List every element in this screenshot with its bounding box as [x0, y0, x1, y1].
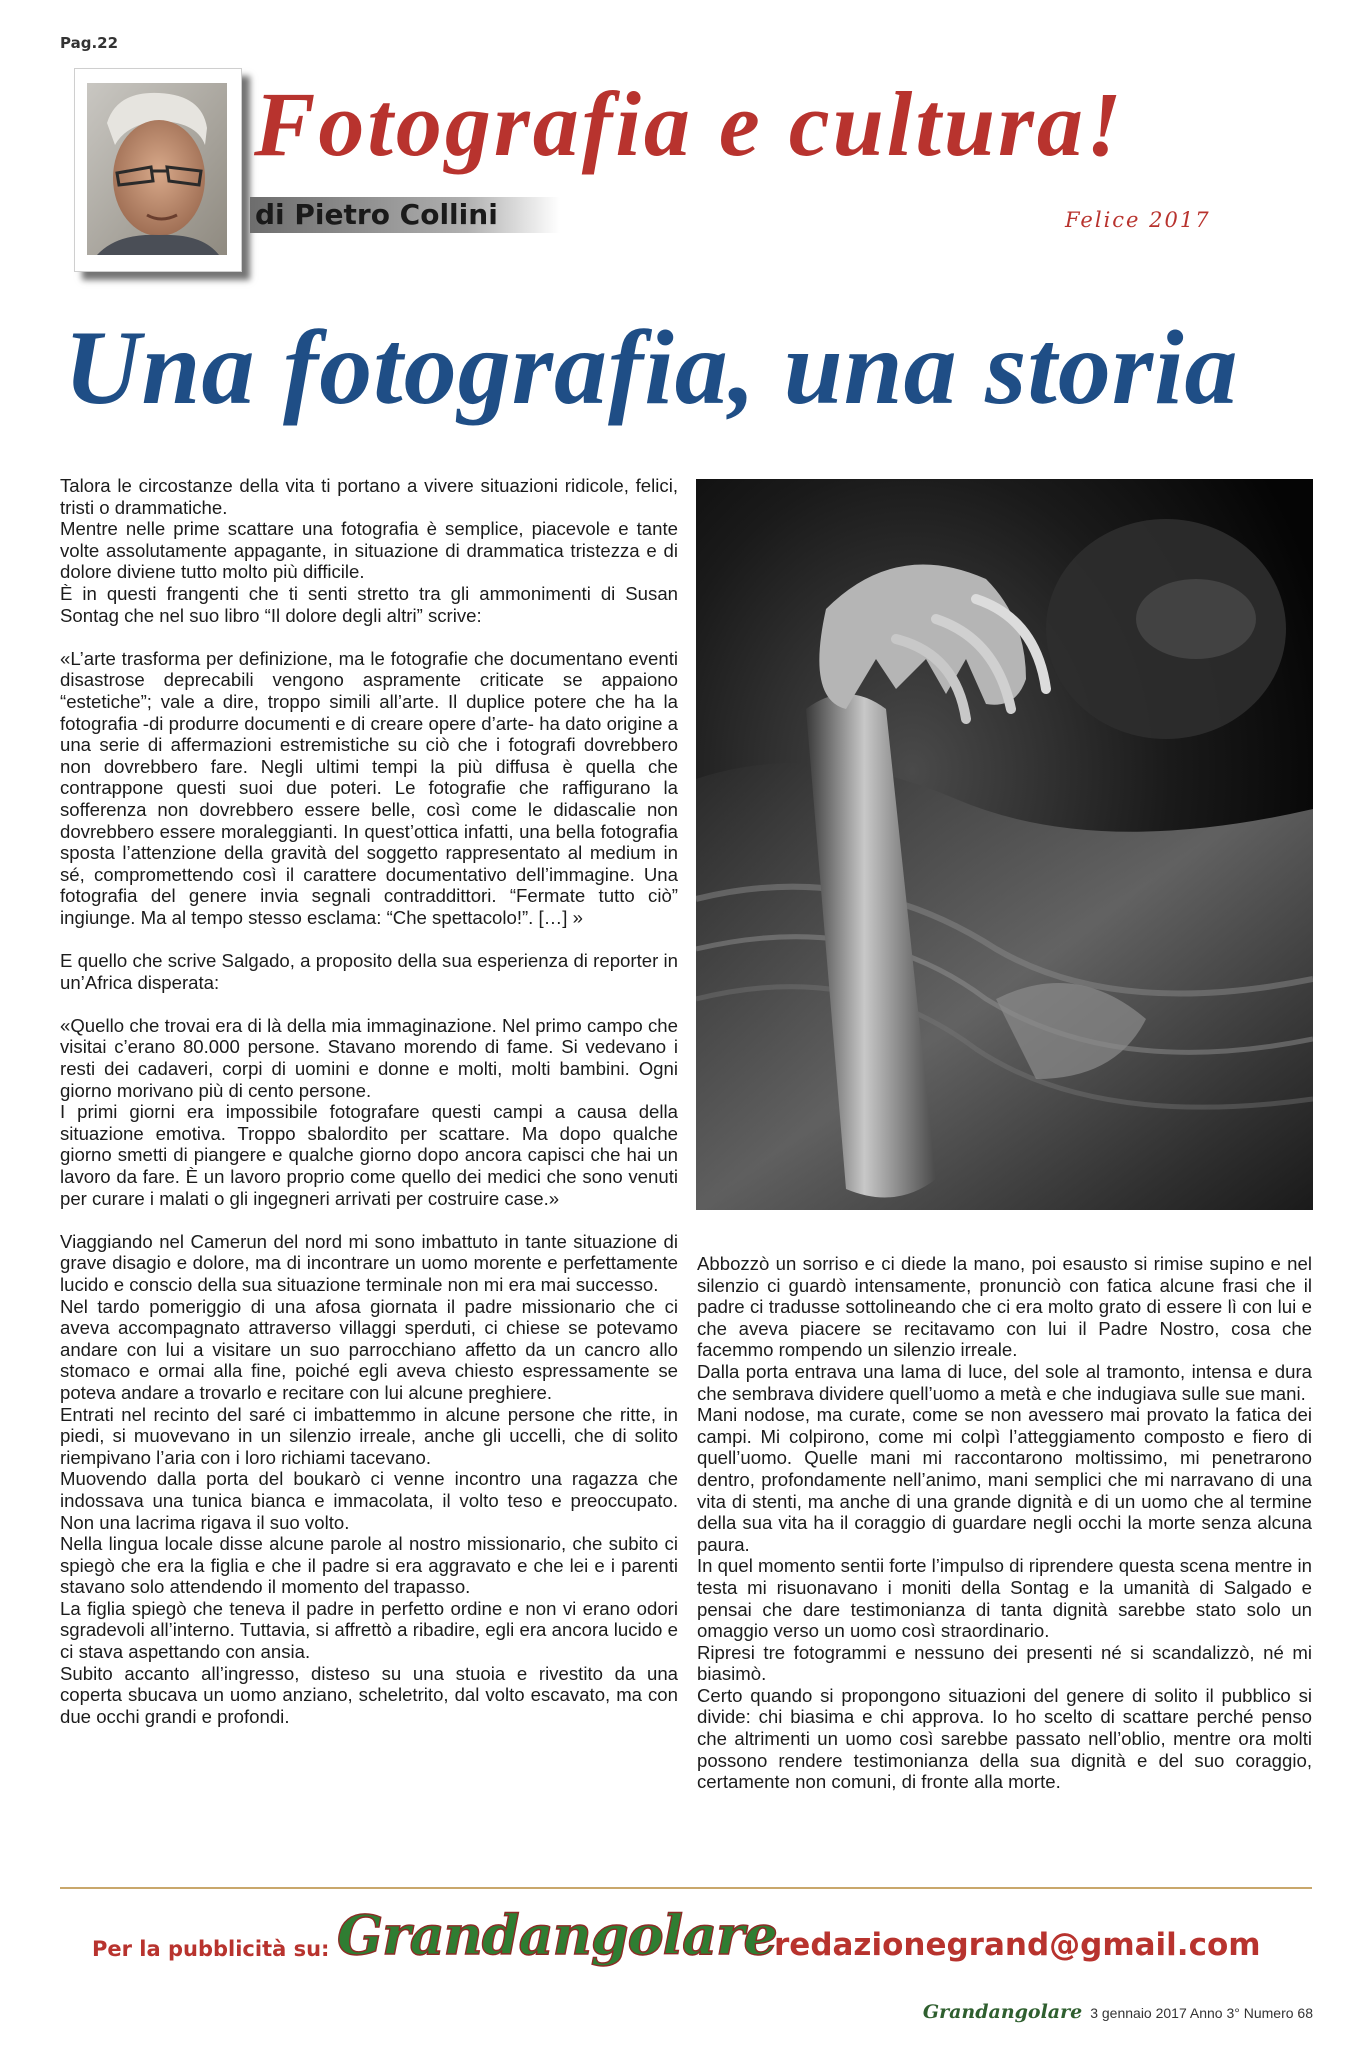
- article-paragraph: I primi giorni era impossibile fotografare questi campi a causa della situazione emotiva. Troppo sbalordito per scattare. Ma dopo qualche giorno smetti di piangere e qualche giorno dopo ancora capisci che hai un lavoro da fare. È un lavoro proprio come quello dei medici che sono venuti per curare i malati o gli ingegneri arrivati per costruire case.»: [60, 1101, 678, 1209]
- article-paragraph: Nel tardo pomeriggio di una afosa giornata il padre missionario che ci aveva accompagnato attraverso villaggi sperduti, ci chiese se potevamo andare con lui a visitare un suo parrocchiano affetto da un cancro allo stomaco e ormai alla fine, poiché egli aveva chiesto espressamente se poteva andare a trovarlo e recitare con lui alcune preghiere.: [60, 1295, 678, 1403]
- article-paragraph: Certo quando si propongono situazioni del genere di solito il pubblico si divide: chi biasima e chi approva. Io ho scelto di scattare perché penso che altrimenti un uomo così sarebbe passato nell’oblio, mentre ora molti possono rendere testimonianza della sua dignità e del suo coraggio, certamente non comuni, di fronte alla morte.: [697, 1684, 1312, 1793]
- article-paragraph: Mentre nelle prime scattare una fotografia è semplice, piacevole e tante volte assolutamente appagante, in situazione di drammatica tristezza e di dolore diviene tutto molto più difficile.: [60, 518, 678, 583]
- article-paragraph: «L’arte trasforma per definizione, ma le fotografie che documentano eventi disastrose deprecabili vengono aspramente criticate se appaiono “estetiche”; vale a dire, troppo simili all’arte. Il duplice potere che ha la fotografia -di produrre documenti e di creare opere d’arte- ha dato origine a una serie di affermazioni estremistiche su ciò che i fotografi dovrebbero non dovrebbero fare. Negli ultimi tempi la più diffusa è quella che contrappone questi suoi due poteri. Le fotografie che raffigurano la sofferenza non dovrebbero essere belle, così come le didascalie non dovrebbero essere moraleggianti. In quest’ottica infatti, una bella fotografia sposta l’attenzione della gravità del soggetto rappresentato al medium in sé, compromettendo così il carattere documentativo dell’immagine. Una fotografia del genere invia segnali contraddittori. “Fermate tutto ciò” ingiunge. Ma al tempo stesso esclama: “Che spettacolo!”. […] »: [60, 647, 678, 928]
- paragraph-spacer: [60, 1209, 678, 1231]
- article-paragraph: Muovendo dalla porta del boukarò ci venne incontro una ragazza che indossava una tunica bianca e immacolata, il volto teso e preoccupato. Non una lacrima rigava il suo volto.: [60, 1468, 678, 1533]
- page-footer: [923, 2001, 1313, 2023]
- article-paragraph: Dalla porta entrava una lama di luce, del sole al tramonto, intensa e dura che sembrava dividere quell’uomo a metà e che indugiava sulle sue mani.: [697, 1360, 1312, 1404]
- article-left-column: [60, 475, 678, 1727]
- article-paragraph: In quel momento sentii forte l’impulso di riprendere questa scena mentre in testa mi risuonavano i moniti della Sontag e la umanità di Salgado e pensai che dare testimonianza di tanta dignità sarebbe stato solo un omaggio verso un uomo così straordinario.: [697, 1555, 1312, 1642]
- article-paragraph: Entrati nel recinto del saré ci imbattemmo in alcune persone che ritte, in piedi, si muovevano in un silenzio irreale, anche gli uccelli, che di solito riempivano l’aria con i loro richiami tacevano.: [60, 1403, 678, 1468]
- hands-photograph: [696, 479, 1313, 1210]
- magazine-logo: Grandangolare: [337, 1903, 777, 1967]
- article-photo: [696, 479, 1313, 1210]
- article-right-column: [697, 1253, 1312, 1793]
- page-number: Pag.22: [60, 34, 119, 52]
- article-paragraph: È in questi frangenti che ti senti stretto tra gli ammonimenti di Susan Sontag che nel suo libro “Il dolore degli altri” scrive:: [60, 582, 678, 626]
- issue-info: 3 gennaio 2017 Anno 3° Numero 68: [1090, 2005, 1313, 2021]
- author-portrait: [74, 68, 242, 272]
- article-paragraph: Subito accanto all’ingresso, disteso su una stuoia e rivestito da una coperta sbucava un uomo anziano, scheletrito, dal volto escavato, ma con due occhi grandi e profondi.: [60, 1662, 678, 1727]
- advertising-label: Per la pubblicità su:: [92, 1937, 330, 1961]
- article-headline: Una fotografia, una storia: [64, 309, 1239, 426]
- contact-email[interactable]: redazionegrand@gmail.com: [774, 1927, 1261, 1963]
- article-paragraph: Viaggiando nel Camerun del nord mi sono imbattuto in tante situazione di grave disagio e dolore, ma di incontrare un uomo morente e perfettamente lucido e conscio della sua situazione terminale non mi era mai successo.: [60, 1230, 678, 1295]
- photo-signature: Felice 2017: [1065, 208, 1211, 232]
- article-paragraph: Ripresi tre fotogrammi e nessuno dei presenti né si scandalizzò, né mi biasimò.: [697, 1641, 1312, 1685]
- author-portrait-image: [87, 83, 227, 255]
- paragraph-spacer: [60, 993, 678, 1015]
- article-paragraph: La figlia spiegò che teneva il padre in perfetto ordine e non vi erano odori sgradevoli all’interno. Tuttavia, si affrettò a ribadire, egli era ancora lucido e ci stava aspettando con ansia.: [60, 1597, 678, 1663]
- column-title: Fotografia e cultura!: [254, 73, 1125, 175]
- article-paragraph: Mani nodose, ma curate, come se non avessero mai provato la fatica dei campi. Mi colpirono, come mi colpì l’atteggiamento composto e fiero di quell’uomo. Quelle mani mi raccontarono moltissimo, mi penetrarono dentro, profondamente nell’animo, mani semplici che mi narravano di una vita di stenti, ma anche di una grande dignità e di un uomo che al termine della sua vita ha il coraggio di guardare negli occhi la morte senza alcuna paura.: [697, 1404, 1312, 1555]
- article-paragraph: E quello che scrive Salgado, a proposito della sua esperienza di reporter in un’Africa disperata:: [60, 950, 678, 993]
- article-paragraph: Nella lingua locale disse alcune parole al nostro missionario, che subito ci spiegò che era la figlia e che il padre si era aggravato e che lei e i parenti stavano solo attendendo il momento del trapasso.: [60, 1533, 678, 1598]
- article-paragraph: Talora le circostanze della vita ti portano a vivere situazioni ridicole, felici, tristi o drammatiche.: [60, 475, 678, 518]
- paragraph-spacer: [60, 626, 678, 648]
- footer-divider: [60, 1887, 1312, 1889]
- article-paragraph: Abbozzò un sorriso e ci diede la mano, poi esausto si rimise supino e nel silenzio ci guardò intensamente, pronunciò con fatica alcune frasi che il padre ci tradusse sottolineando che ci era molto grato di essere lì con lui e che aveva piacere se recitavamo con lui il Padre Nostro, cosa che facemmo rompendo un silenzio irreale.: [697, 1253, 1312, 1361]
- article-paragraph: «Quello che trovai era di là della mia immaginazione. Nel primo campo che visitai c’erano 80.000 persone. Stavano morendo di fame. Si vedevano i resti dei cadaveri, corpi di uomini e donne e molti, molti bambini. Ogni giorno morivano più di cento persone.: [60, 1014, 678, 1101]
- paragraph-spacer: [60, 928, 678, 950]
- author-byline: di Pietro Collini: [255, 198, 498, 231]
- footer-brand: Grandangolare: [922, 2001, 1083, 2023]
